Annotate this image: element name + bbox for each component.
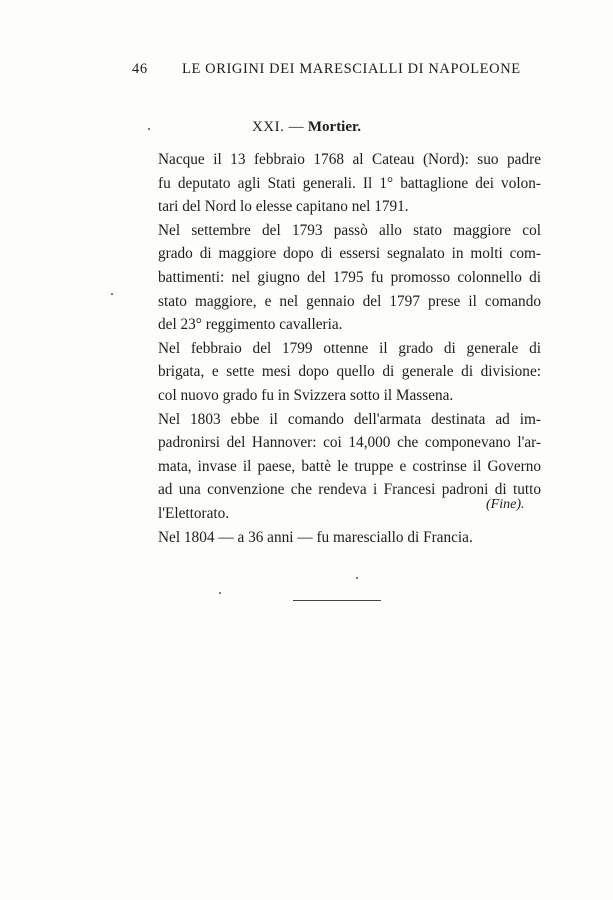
text-line: del 23° reggimento cavalleria. [158, 316, 343, 334]
text-line: Nel febbraio del 1799 ottenne il grado di generale di [158, 339, 541, 357]
text-line: fu deputato agli Stati generali. Il 1° battaglione dei volon- [158, 174, 541, 192]
paragraph [138, 408, 541, 526]
text-line: tari del Nord lo elesse capitano nel 1791. [158, 198, 409, 216]
text-line: Nel settembre del 1793 passò allo stato maggiore col [158, 221, 541, 239]
text-line: ad una convenzione che rendeva i Francesi padroni di tutto [158, 481, 541, 499]
text-line: col nuovo grado fu in Svizzera sotto il Massena. [158, 386, 454, 404]
chapter-name: Mortier. [307, 119, 362, 135]
text-line: stato maggiore, e nel gennaio del 1797 prese il comando [158, 292, 541, 310]
print-speck [356, 577, 358, 579]
text-line: grado di maggiore dopo di essersi segnalato in molti com- [158, 245, 541, 263]
text-line: Nacque il 13 febbraio 1768 al Cateau (Nord): suo padre [158, 151, 541, 168]
text-line: Nel 1804 — a 36 anni — fu maresciallo di Francia. [158, 528, 473, 546]
text-line: Nel 1803 ebbe il comando dell'armata destinata ad im- [158, 410, 541, 428]
running-title: LE ORIGINI DEI MARESCIALLI DI NAPOLEONE [182, 61, 521, 77]
page-number: 46 [132, 61, 148, 77]
text-line: padronirsi del Hannover: coi 14,000 che componevano l'ar- [158, 434, 541, 452]
print-speck [111, 293, 113, 295]
text-line: l'Elettorato. [158, 504, 230, 522]
body-text [138, 148, 541, 549]
chapter-title [0, 119, 613, 136]
print-speck [148, 128, 150, 130]
end-rule [293, 600, 381, 601]
text-line: mata, invase il paese, battè le truppe e costrinse il Governo [158, 457, 541, 475]
paragraph [138, 148, 541, 219]
text-line: brigata, e sette mesi dopo quello di generale di divisione: [158, 363, 541, 381]
chapter-number: XXI. — [251, 119, 305, 135]
paragraph [138, 337, 541, 408]
paragraph [138, 526, 541, 550]
print-speck [219, 592, 221, 594]
text-line: battimenti: nel giugno del 1795 fu promosso colonnello di [158, 268, 541, 286]
closing-mark: (Fine). [486, 497, 525, 512]
paragraph [138, 219, 541, 337]
